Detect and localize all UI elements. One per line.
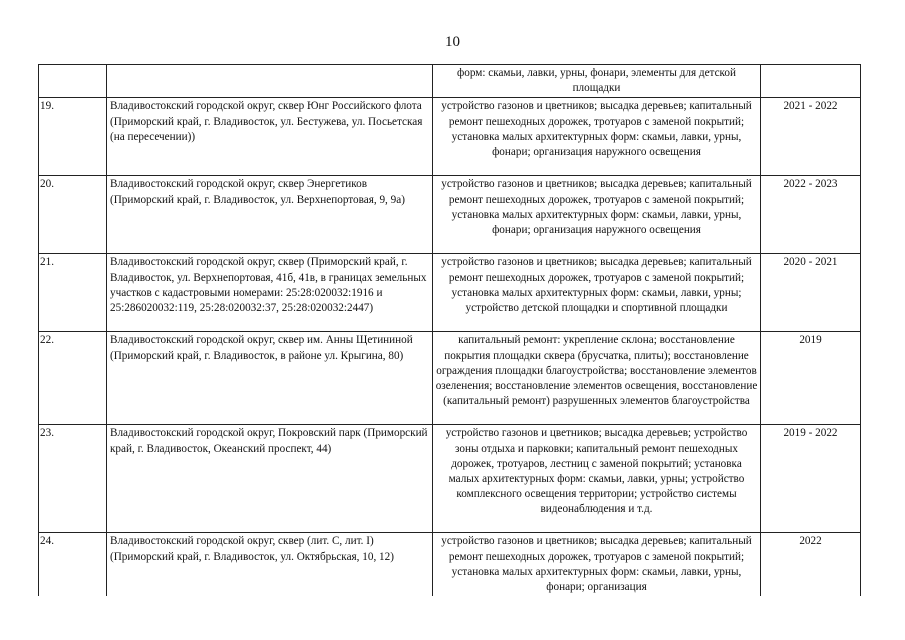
works-description: устройство газонов и цветников; высадка деревьев; капитальный ремонт пешеходных дорожек, тротуаров с заменой покрытий; установка малых архитектурных форм: скамьи, лавки, урны, фонари; организация наружного освещения bbox=[433, 98, 761, 176]
row-number: 23. bbox=[39, 425, 107, 533]
implementation-term: 2022 - 2023 bbox=[761, 176, 861, 254]
row-number: 20. bbox=[39, 176, 107, 254]
works-description: устройство газонов и цветников; высадка деревьев; капитальный ремонт пешеходных дорожек, тротуаров с заменой покрытий; установка малых архитектурных форм: скамьи, лавки, урны, фонари; организация bbox=[433, 533, 761, 596]
implementation-term: 2019 bbox=[761, 332, 861, 425]
object-description: Владивостокский городской округ, Покровский парк (Приморский край, г. Владивосток, Океанский проспект, 44) bbox=[107, 425, 433, 533]
table-row bbox=[39, 254, 861, 332]
row-number bbox=[39, 65, 107, 98]
table-row bbox=[39, 98, 861, 176]
row-number: 22. bbox=[39, 332, 107, 425]
implementation-term: 2019 - 2022 bbox=[761, 425, 861, 533]
works-description: капитальный ремонт: укрепление склона; восстановление покрытия площадки сквера (брусчатка, плиты); восстановление ограждения площадки благоустройства; восстановление элементов озеленения; восстановление элементов освещения, восстановление (капитальный ремонт) разрушенных элементов благоустройства bbox=[433, 332, 761, 425]
object-description: Владивостокский городской округ, сквер им. Анны Щетининой (Приморский край, г. Владивосток, в районе ул. Крыгина, 80) bbox=[107, 332, 433, 425]
row-number: 21. bbox=[39, 254, 107, 332]
row-number: 24. bbox=[39, 533, 107, 596]
table-row bbox=[39, 533, 861, 596]
implementation-term: 2020 - 2021 bbox=[761, 254, 861, 332]
object-description: Владивостокский городской округ, сквер (лит. С, лит. I) (Приморский край, г. Владивосток, ул. Октябрьская, 10, 12) bbox=[107, 533, 433, 596]
works-description: форм: скамьи, лавки, урны, фонари, элементы для детской площадки bbox=[433, 65, 761, 98]
implementation-term: 2021 - 2022 bbox=[761, 98, 861, 176]
object-description bbox=[107, 65, 433, 98]
object-description: Владивостокский городской округ, сквер Юнг Российского флота (Приморский край, г. Владивосток, ул. Бестужева, ул. Посьетская (на пересечении)) bbox=[107, 98, 433, 176]
works-description: устройство газонов и цветников; высадка деревьев; капитальный ремонт пешеходных дорожек, тротуаров с заменой покрытий; установка малых архитектурных форм: скамьи, лавки, урны, фонари; организация наружного освещения bbox=[433, 176, 761, 254]
object-description: Владивостокский городской округ, сквер (Приморский край, г. Владивосток, ул. Верхнепортовая, 41б, 41в, в границах земельных участков с кадастровыми номерами: 25:28:020032:1916 и 25:286020032:119, 25:28:020032:37, 25:28:020032:2447) bbox=[107, 254, 433, 332]
table-row bbox=[39, 176, 861, 254]
improvement-objects-table bbox=[38, 64, 861, 596]
implementation-term bbox=[761, 65, 861, 98]
table-row bbox=[39, 425, 861, 533]
row-number: 19. bbox=[39, 98, 107, 176]
works-description: устройство газонов и цветников; высадка деревьев; капитальный ремонт пешеходных дорожек, тротуаров с заменой покрытий; установка малых архитектурных форм: скамьи, лавки, урны; устройство детской площадки и спортивной площадки bbox=[433, 254, 761, 332]
implementation-term: 2022 bbox=[761, 533, 861, 596]
object-description: Владивостокский городской округ, сквер Энергетиков (Приморский край, г. Владивосток, ул. Верхнепортовая, 9, 9а) bbox=[107, 176, 433, 254]
page-number: 10 bbox=[445, 34, 460, 50]
table-row bbox=[39, 65, 861, 98]
table-row bbox=[39, 332, 861, 425]
works-description: устройство газонов и цветников; высадка деревьев; устройство зоны отдыха и парковки; капитальный ремонт пешеходных дорожек, тротуаров, лестниц с заменой покрытий; установка малых архитектурных форм: скамьи, лавки, урны; устройство комплексного освещения территории; устройство системы видеонаблюдения и т.д. bbox=[433, 425, 761, 533]
